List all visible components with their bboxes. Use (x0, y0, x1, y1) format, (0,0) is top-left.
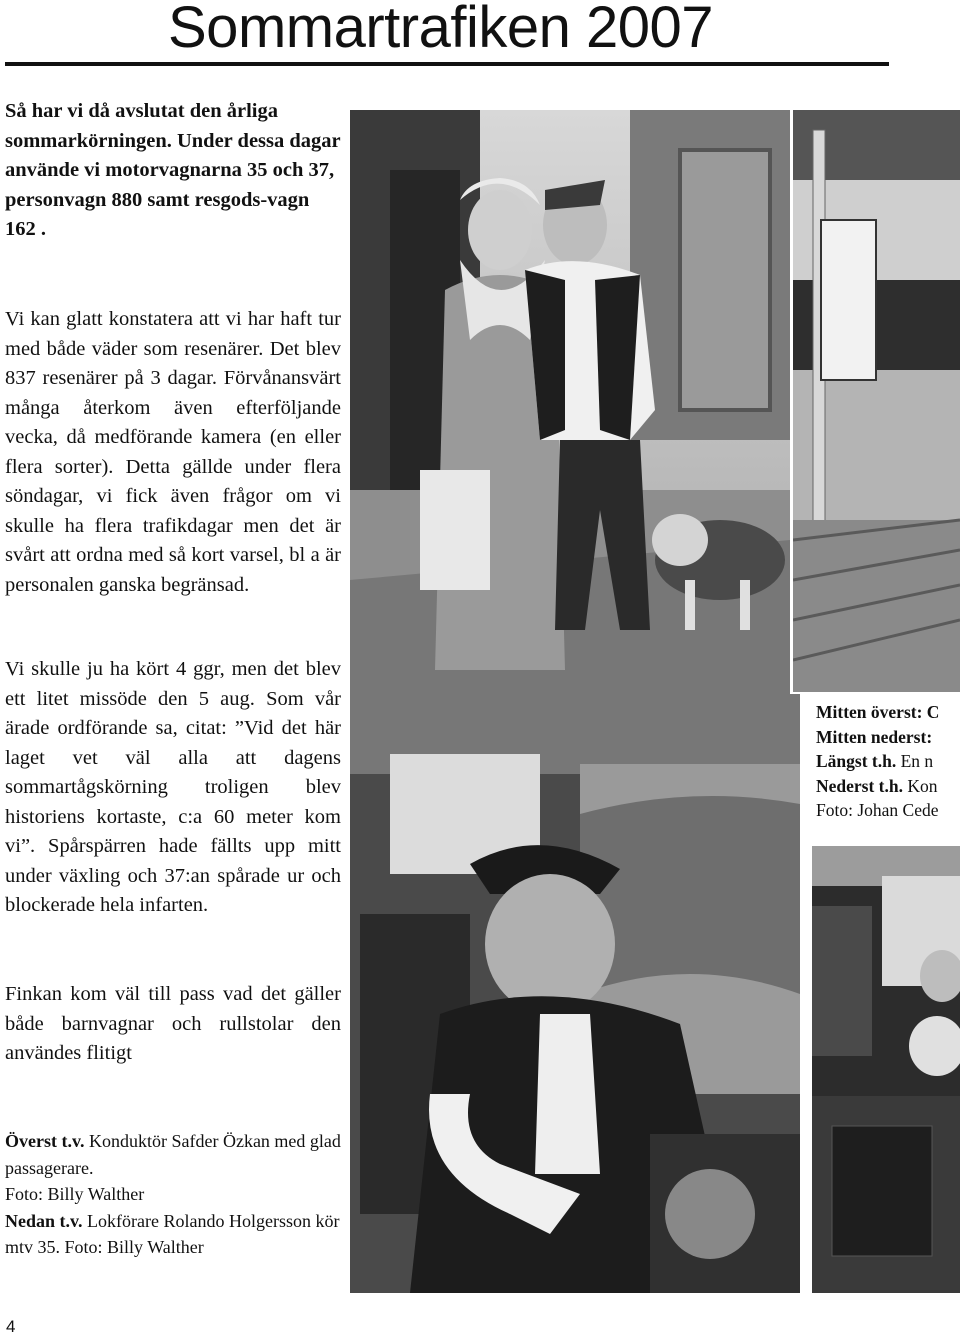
caption-label: Mitten överst: C (816, 702, 940, 722)
photo-conductor-passenger-image (350, 110, 790, 694)
photo-captions (5, 1128, 341, 1261)
caption-top (5, 1128, 341, 1181)
caption-text: Lokförare Rolando Holgersson kör mtv 35. Foto: Billy Walther (5, 1210, 340, 1257)
article-paragraph-3 (5, 655, 341, 921)
article-lead (5, 97, 341, 245)
side-caption-line (812, 725, 960, 750)
caption-label: Längst t.h. (816, 751, 897, 771)
photo-train-interior (812, 846, 960, 1293)
side-caption-line (812, 700, 960, 725)
body-paragraph: Vi skulle ju ha kört 4 ggr, men det blev ett litet missöde den 5 aug. Som vår ärade ordförande sa, citat: ”Vid det här laget vet väl alla att dagens sommartågskörning troligen blev historiens kortaste, c:a 60 meter kom vi”. Spårspärren hade fällts upp mitt under växling och 37:an spårade ur och blockerade hela infarten. (5, 658, 341, 916)
body-paragraph: Finkan kom väl till pass vad det gäller både barnvagnar och rullstolar den användes flitigt (5, 983, 341, 1064)
caption-credit: Foto: Billy Walther (5, 1184, 145, 1204)
photo-train-driver (350, 694, 800, 1293)
photo-train-interior-image (812, 846, 960, 1293)
lead-paragraph: Så har vi då avslutat den årliga sommarkörningen. Under dessa dagar använde vi motorvagnarna 35 och 37, personvagn 880 samt resgods-vagn 162 . (5, 100, 341, 240)
photo-station-platform (793, 110, 960, 692)
caption-label: Nederst t.h. (816, 775, 903, 796)
caption-text: Konduktör Safder Özkan med glad passagerare. (5, 1131, 341, 1178)
body-paragraph: Vi kan glatt konstatera att vi har haft tur med både väder som resenärer. Det blev 837 resenärer på 3 dagar. Förvånansvärt många återkom även efterföljande vecka, då medförande kamera (en eller flera sorter). Detta gällde under flera söndagar, vi fick även frågor om vi skulle ha flera trafikdagar men det är svårt att ordna med så kort varsel, bl a är personalen ganska begränsad. (5, 308, 341, 596)
photo-conductor-passenger (350, 110, 790, 694)
side-caption-line: Foto: Johan Cede (816, 800, 939, 820)
side-caption (812, 700, 960, 846)
title-rule (5, 62, 889, 66)
caption-text: En n (896, 751, 934, 771)
side-caption-line (812, 774, 960, 799)
photo-train-driver-image (350, 694, 800, 1293)
caption-label: Mitten nederst: (816, 726, 933, 747)
caption-text: Kon (903, 775, 938, 796)
article-paragraph-2 (5, 305, 341, 600)
side-caption-line (812, 749, 960, 774)
caption-label: Nedan t.v. (5, 1210, 83, 1231)
page-title: Sommartrafiken 2007 (168, 0, 713, 60)
article-paragraph-4 (5, 980, 341, 1069)
page-number: 4 (6, 1317, 16, 1336)
caption-bottom (5, 1208, 341, 1261)
photo-station-platform-image (793, 110, 960, 692)
caption-label: Överst t.v. (5, 1131, 85, 1151)
